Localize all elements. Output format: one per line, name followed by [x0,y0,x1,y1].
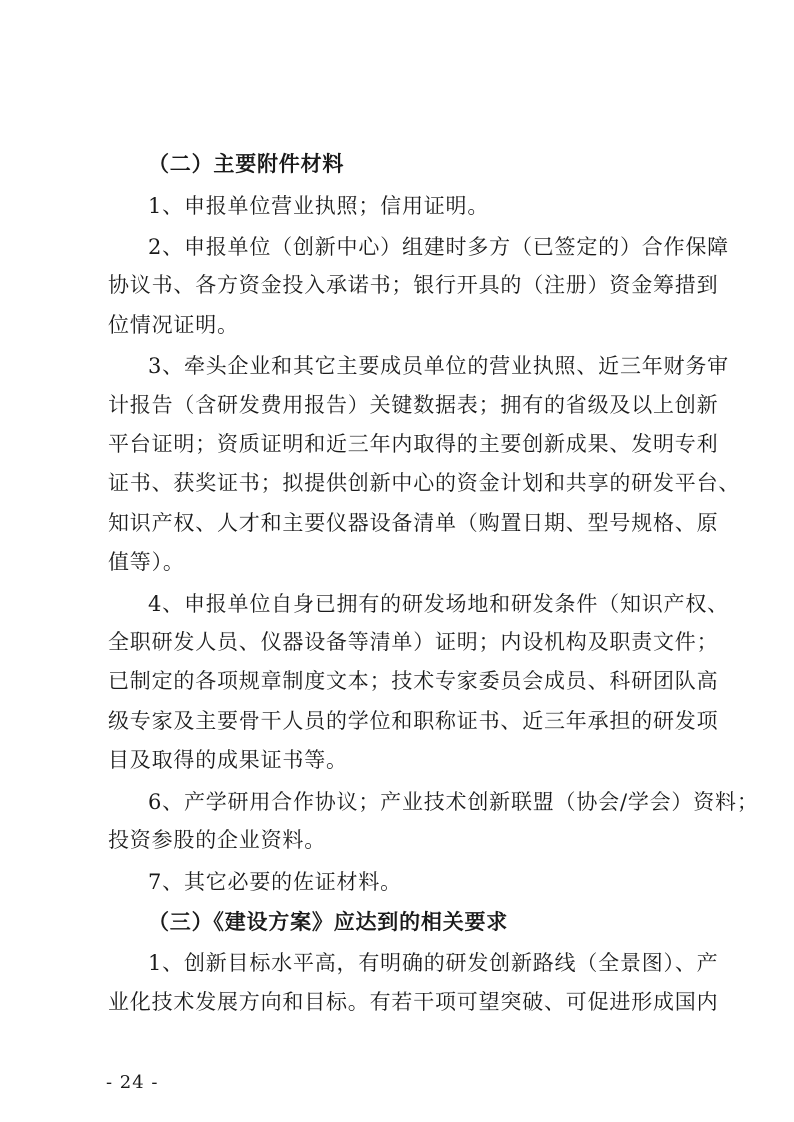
paragraph-line: 投资参股的企业资料。 [108,828,326,852]
paragraph-line: 7、其它必要的佐证材料。 [148,870,402,894]
paragraph-line: 计报告（含研发费用报告）关键数据表；拥有的省级及以上创新 [108,393,719,417]
paragraph-line: 全职研发人员、仪器设备等清单）证明；内设机构及职责文件； [108,630,719,654]
paragraph-line: 1、申报单位营业执照；信用证明。 [148,194,490,218]
paragraph-line: 2、申报单位（创新中心）组建时多方（已签定的）合作保障 [148,235,729,259]
section-heading: （二）主要附件材料 [148,152,345,176]
paragraph-line: 业化技术发展方向和目标。有若干项可望突破、可促进形成国内 [108,990,719,1014]
paragraph-line: 知识产权、人才和主要仪器设备清单（购置日期、型号规格、原 [108,511,719,535]
paragraph-line: 目及取得的成果证书等。 [108,748,348,772]
paragraph-line: 级专家及主要骨干人员的学位和职称证书、近三年承担的研发项 [108,709,719,733]
page-number: - 24 - [106,1072,159,1093]
paragraph-line: 值等）。 [108,550,185,574]
paragraph-line: 4、申报单位自身已拥有的研发场地和研发条件（知识产权、 [148,592,729,616]
paragraph-line: 协议书、各方资金投入承诺书；银行开具的（注册）资金筹措到 [108,273,719,297]
section-heading: （三）《建设方案》应达到的相关要求 [148,910,509,934]
paragraph-line: 已制定的各项规章制度文本；技术专家委员会成员、科研团队高 [108,669,719,693]
paragraph-line: 位情况证明。 [108,313,239,337]
paragraph-line: 平台证明；资质证明和近三年内取得的主要创新成果、发明专利 [108,432,719,456]
paragraph-line: 3、牵头企业和其它主要成员单位的营业执照、近三年财务审 [148,354,729,378]
paragraph-line: 6、产学研用合作协议；产业技术创新联盟（协会/学会）资料； [148,790,759,814]
paragraph-line: 1、创新目标水平高，有明确的研发创新路线（全景图）、产 [148,951,719,975]
paragraph-line: 证书、获奖证书；拟提供创新中心的资金计划和共享的研发平台、 [108,471,741,495]
